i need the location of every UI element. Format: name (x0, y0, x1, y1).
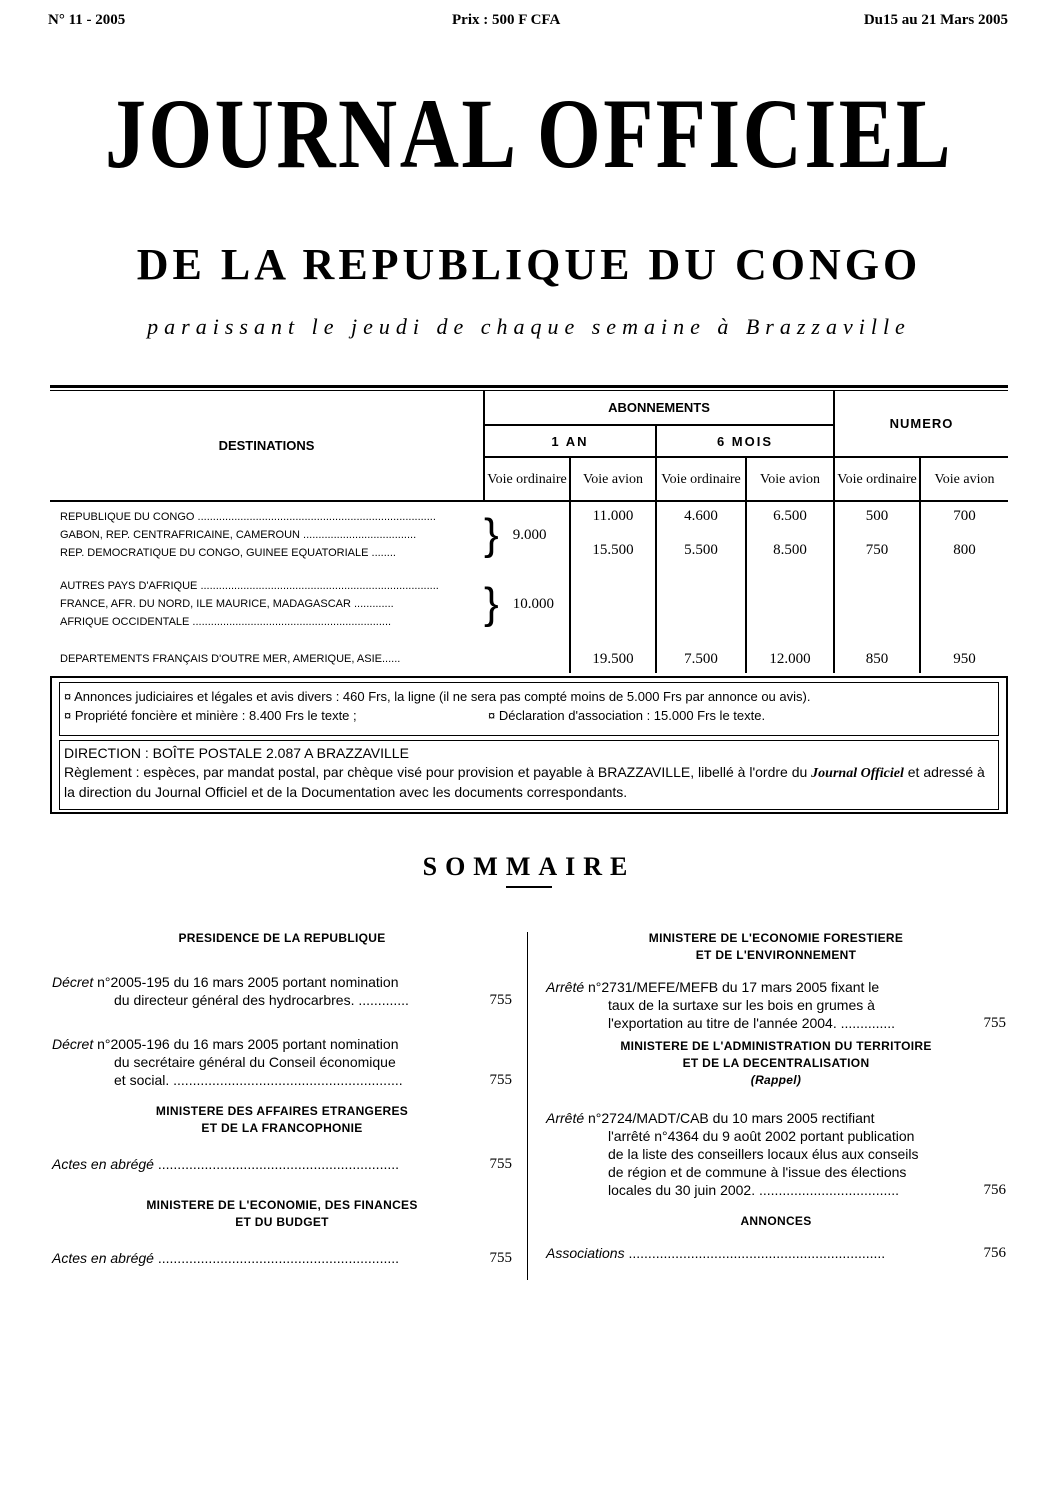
issue-dates: Du15 au 21 Mars 2005 (863, 12, 1008, 28)
brace-icon: } (484, 579, 499, 628)
toc-entry[interactable]: Actes en abrégé .............................................................. 755 (52, 1250, 512, 1266)
rate-cell: 500 750 (834, 501, 920, 573)
col-6mois-ordinaire: Voie ordinaire (656, 457, 746, 501)
destination-line: REPUBLIQUE DU CONGO .............................................................................. (60, 511, 436, 523)
destination-line: REP. DEMOCRATIQUE DU CONGO, GUINEE EQUATORIALE ........ (60, 547, 396, 559)
page-number: 756 (983, 1245, 1006, 1261)
toc-entry[interactable]: Décret n°2005-196 du 16 mars 2005 portant nomination du secrétaire général du Conseil économique et social. ........................................................... 755 (52, 1036, 512, 1088)
section-heading: MINISTERE DE L'ADMINISTRATION DU TERRITOIRE ET DE LA DECENTRALISATION (Rappel) (620, 1039, 932, 1087)
rate-cell: 4.600 5.500 (656, 501, 746, 573)
destination-group-1 (50, 501, 570, 573)
numero-header: NUMERO (834, 391, 1008, 457)
journal-tagline: paraissant le jeudi de chaque semaine à Brazzaville (147, 314, 911, 339)
reglement-text: Règlement : espèces, par mandat postal, par chèque visé pour provision et payable à BRAZZAVILLE, libellé à l'ordre du Journal Officiel et adressé à la direction du Journal Officiel et de la Documentation avec les documents correspondants. (64, 764, 985, 800)
issue-price: Prix : 500 F CFA (452, 12, 561, 28)
page-number: 756 (983, 1182, 1006, 1198)
rate-cell: 12.000 (746, 645, 834, 673)
destination-dom: DEPARTEMENTS FRANÇAIS D'OUTRE MER, AMERIQUE, ASIE...... (60, 653, 401, 665)
section-heading: MINISTERE DE L'ECONOMIE, DES FINANCES ET DU BUDGET (146, 1198, 418, 1229)
section-heading: PRESIDENCE DE LA REPUBLIQUE (178, 931, 386, 945)
toc-entry[interactable]: Arrêté n°2731/MEFE/MEFB du 17 mars 2005 fixant le taux de la surtaxe sur les bois en grumes à l'exportation au titre de l'année 2004. .............. 755 (546, 979, 1006, 1031)
page-number: 755 (489, 1250, 512, 1266)
rate-cell: 850 (834, 645, 920, 673)
journal-subtitle: DE LA REPUBLIQUE DU CONGO (136, 240, 922, 289)
toc-entry[interactable]: Actes en abrégé .............................................................. 755 (52, 1156, 512, 1172)
sommaire-left-column (52, 930, 512, 1267)
announcements-rates (59, 682, 999, 736)
col-1an-avion: Voie avion (570, 457, 656, 501)
page-number: 755 (489, 1072, 512, 1088)
toc-entry[interactable]: Décret n°2005-195 du 16 mars 2005 portant nomination du directeur général des hydrocarbres. ............. 755 (52, 974, 512, 1008)
page-number: 755 (489, 992, 512, 1008)
rate-cell: 7.500 (656, 645, 746, 673)
direction-title: DIRECTION : BOÎTE POSTALE 2.087 A BRAZZAVILLE (64, 745, 409, 761)
annonces-text: ¤ Annonces judiciaires et légales et avis divers : 460 Frs, la ligne (il ne sera pas compté moins de 5.000 Frs par annonce ou avis). (64, 689, 811, 704)
group-1-year-ordinary: 9.000 (512, 527, 547, 543)
issue-number: N° 11 - 2005 (48, 12, 126, 28)
rate-cell: 700 800 (920, 501, 1008, 573)
journal-title: JOURNAL OFFICIEL (104, 78, 954, 189)
destination-line: AFRIQUE OCCIDENTALE ................................................................. (60, 616, 392, 628)
subscription-rates (50, 385, 1008, 673)
propriete-text: ¤ Propriété foncière et minière : 8.400 Frs le texte ; (64, 708, 357, 723)
direction-box (59, 740, 999, 810)
abonnements-header: ABONNEMENTS (484, 391, 834, 425)
col-numero-avion: Voie avion (920, 457, 1008, 501)
col-1an-ordinaire: Voie ordinaire (484, 457, 570, 501)
col-6mois-avion: Voie avion (746, 457, 834, 501)
destinations-header: DESTINATIONS (50, 391, 484, 501)
section-heading: MINISTERE DE L'ECONOMIE FORESTIERE ET DE L'ENVIRONNEMENT (648, 931, 904, 962)
group-2-year-ordinary: 10.000 (512, 596, 554, 612)
one-year-header: 1 AN (484, 425, 656, 457)
toc-entry[interactable]: Associations .................................................................. 756 (546, 1245, 1006, 1261)
rates-table (50, 391, 1008, 673)
rate-cell: 950 (920, 645, 1008, 673)
sommaire-title: SOMMAIRE (422, 852, 636, 881)
destination-line: FRANCE, AFR. DU NORD, ILE MAURICE, MADAGASCAR ............. (60, 598, 394, 610)
column-divider (527, 932, 528, 1280)
rate-cell: 11.000 15.500 (570, 501, 656, 573)
col-numero-ordinaire: Voie ordinaire (834, 457, 920, 501)
page-number: 755 (489, 1156, 512, 1172)
notices-box (50, 676, 1008, 814)
toc-entry[interactable]: Arrêté n°2724/MADT/CAB du 10 mars 2005 rectifiant l'arrêté n°4364 du 9 août 2002 portant publication de la liste des conseillers locaux élus aux conseils de région et de commune à l'issue des élections locales du 30 juin 2002. .................................... 756 (546, 1110, 1006, 1198)
brace-icon: } (484, 510, 499, 559)
destination-line: GABON, REP. CENTRAFRICAINE, CAMEROUN ..................................... (60, 529, 417, 541)
section-heading: MINISTERE DES AFFAIRES ETRANGERES ET DE LA FRANCOPHONIE (155, 1104, 409, 1135)
declaration-text: ¤ Déclaration d'association : 15.000 Frs le texte. (488, 708, 766, 723)
sommaire-underline (506, 886, 552, 888)
rate-cell: 6.500 8.500 (746, 501, 834, 573)
six-months-header: 6 MOIS (656, 425, 834, 457)
destination-line: AUTRES PAYS D'AFRIQUE .............................................................................. (60, 580, 439, 592)
destination-group-2 (50, 573, 570, 645)
page-number: 755 (983, 1015, 1006, 1031)
section-heading: ANNONCES (740, 1214, 812, 1228)
sommaire-right-column (546, 930, 1006, 1262)
rate-cell: 19.500 (570, 645, 656, 673)
